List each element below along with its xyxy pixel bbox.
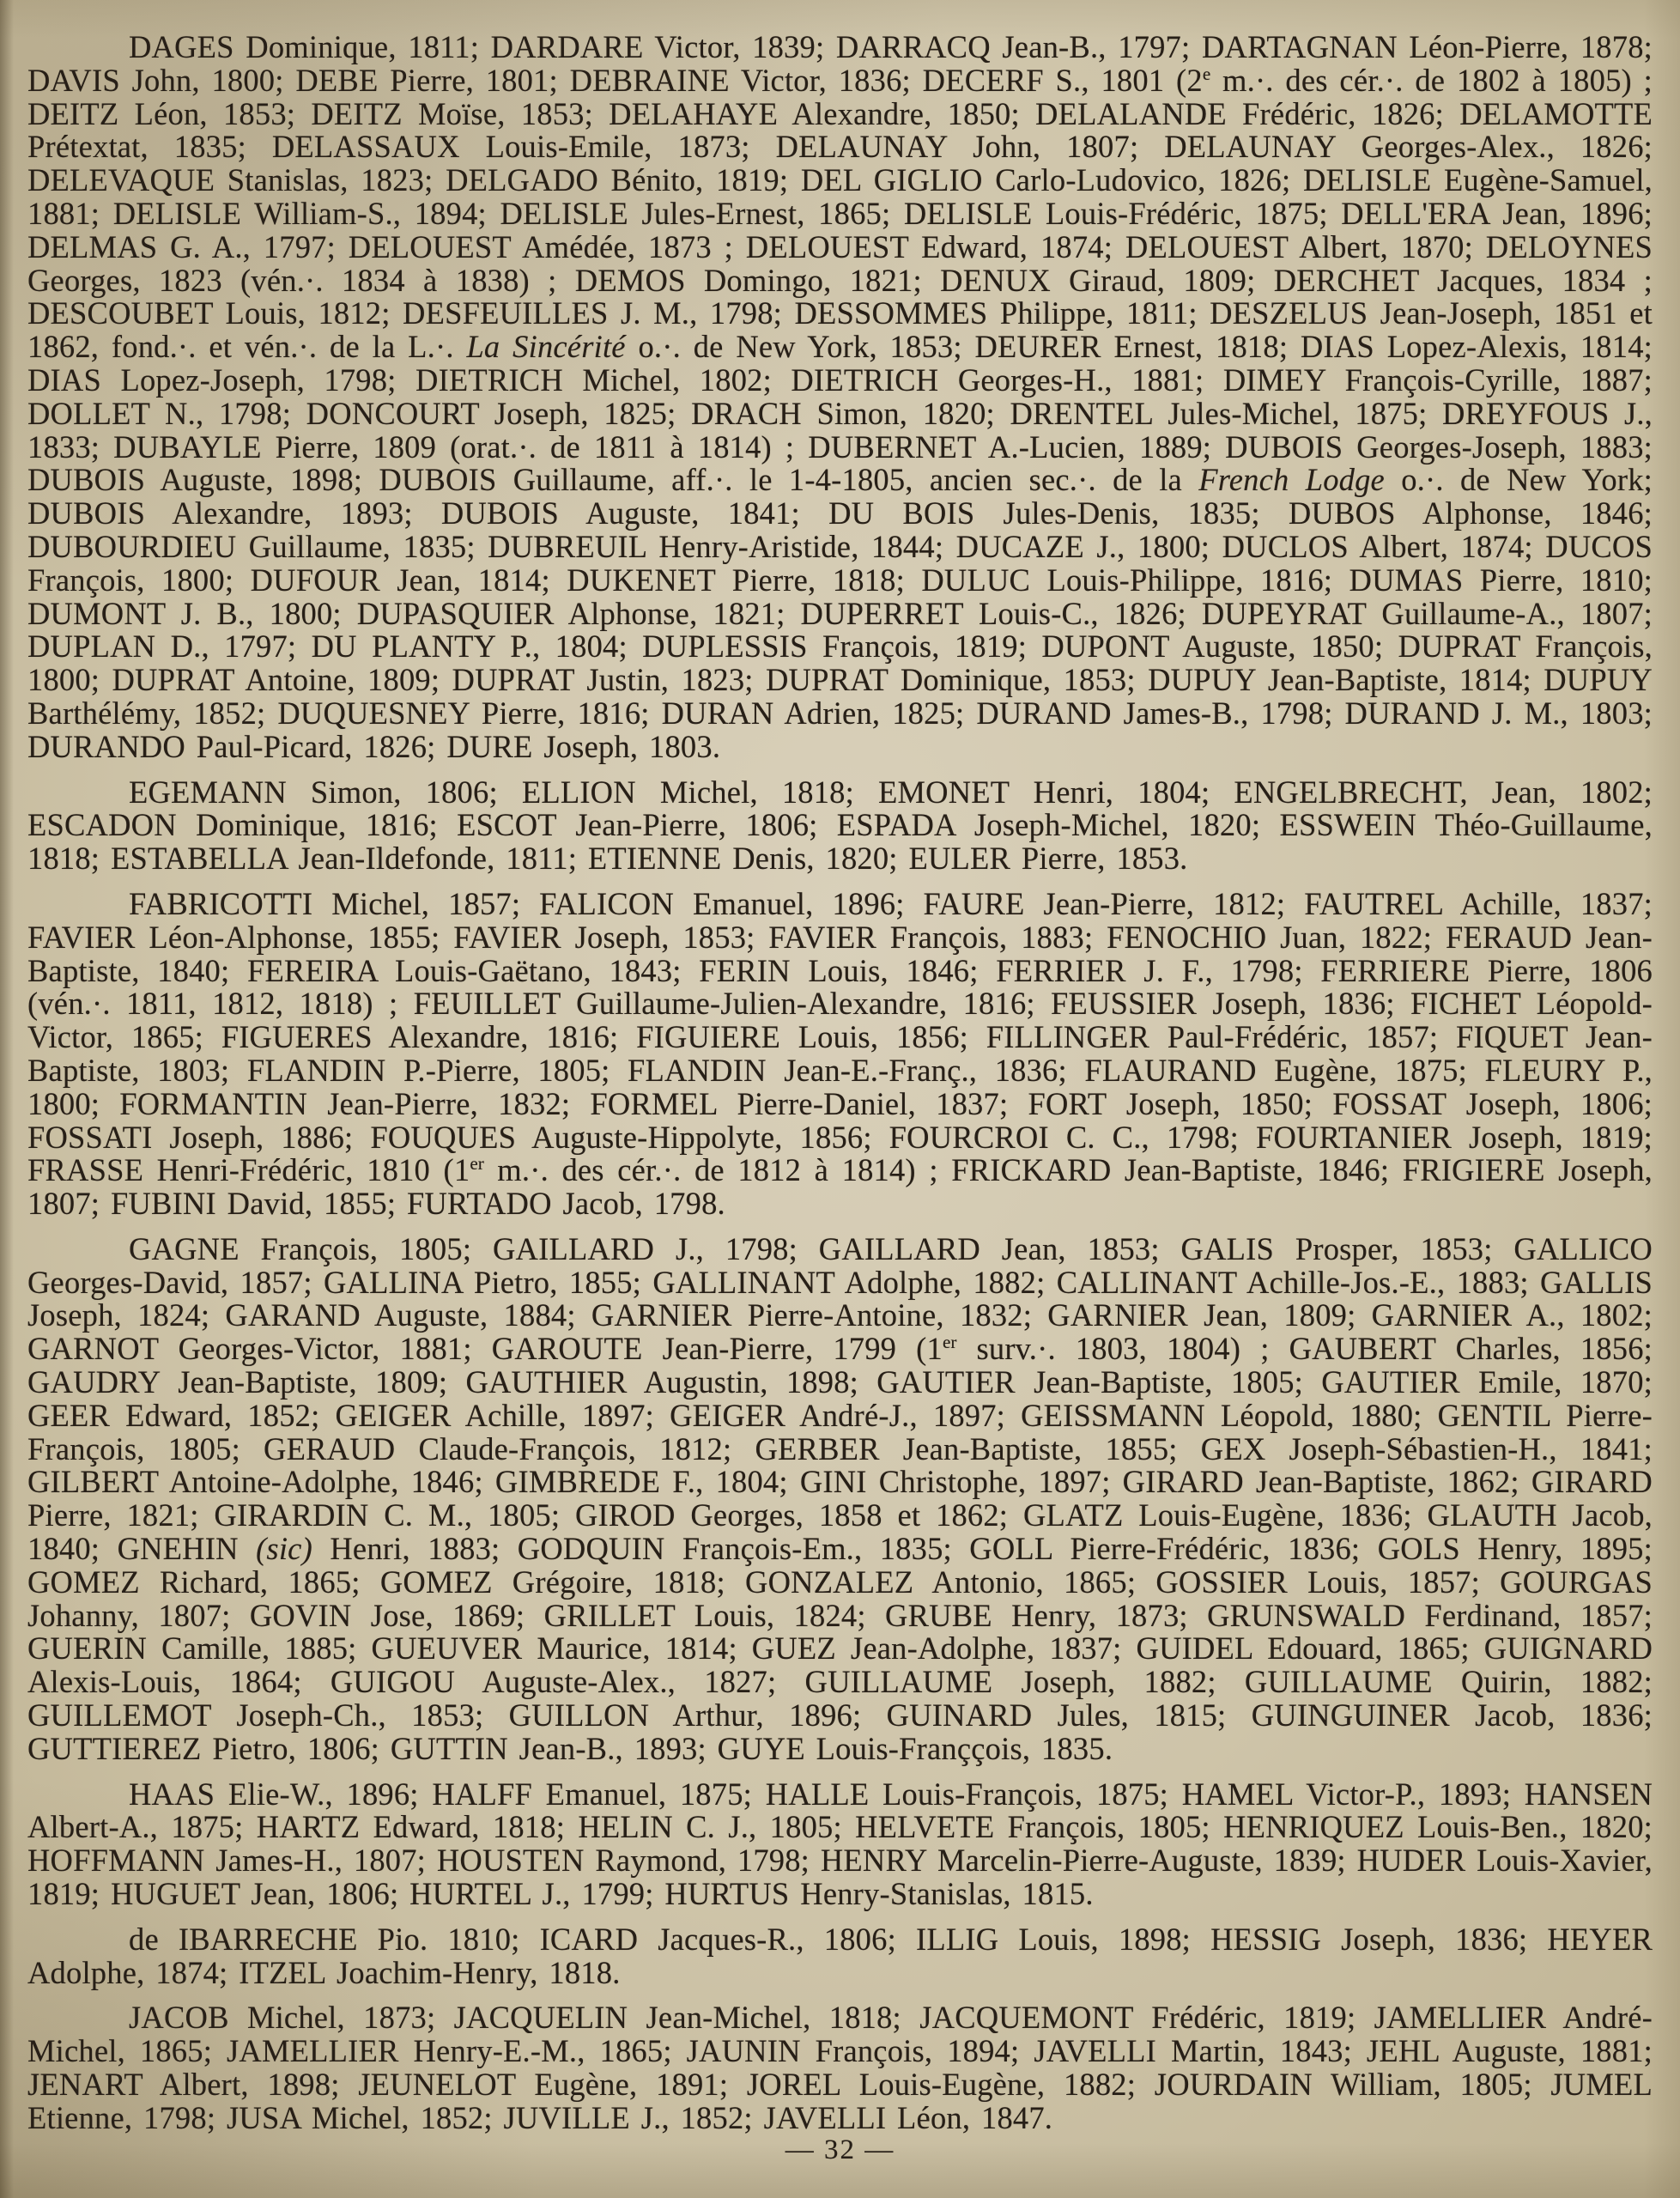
- paragraph-section-i: de IBARRECHE Pio. 1810; ICARD Jacques-R., 1806; ILLIG Louis, 1898; HESSIG Joseph, 1836; HEYER Adolphe, 1874; ITZEL Joachim-Henry, 1818.: [27, 1921, 1653, 1990]
- paragraph-section-f: FABRICOTTI Michel, 1857; FALICON Emanuel, 1896; FAURE Jean-Pierre, 1812; FAUTREL Achille, 1837; FAVIER Léon-Alphonse, 1855; FAVIER Joseph, 1853; FAVIER François, 1883; FENOCHIO Juan, 1822; FERAUD Jean-Baptiste, 1840; FEREIRA Louis-Gaëtano, 1843; FERIN Louis, 1846; FERRIER J. F., 1798; FERRIERE Pierre, 1806 (vén.·. 1811, 1812, 1818) ; FEUILLET Guillaume-Julien-Alexandre, 1816; FEUSSIER Joseph, 1836; FICHET Léopold-Victor, 1865; FIGUERES Alexandre, 1816; FIGUIERE Louis, 1856; FILLINGER Paul-Frédéric, 1857; FIQUET Jean-Baptiste, 1803; FLANDIN P.-Pierre, 1805; FLANDIN Jean-E.-Franç., 1836; FLAURAND Eugène, 1875; FLEURY P., 1800; FORMANTIN Jean-Pierre, 1832; FORMEL Pierre-Daniel, 1837; FORT Joseph, 1850; FOSSAT Joseph, 1806; FOSSATI Joseph, 1886; FOUQUES Auguste-Hippolyte, 1856; FOURCROI C. C., 1798; FOURTANIER Joseph, 1819; FRASSE Henri-Frédéric, 1810 (1er m.·. des cér.·. de 1812 à 1814) ; FRICKARD Jean-Baptiste, 1846; FRIGIERE Joseph, 1807; FUBINI David, 1855; FURTADO Jacob, 1798.: [27, 885, 1653, 1222]
- paragraph-section-h: HAAS Elie-W., 1896; HALFF Emanuel, 1875; HALLE Louis-François, 1875; HAMEL Victor-P., 1893; HANSEN Albert-A., 1875; HARTZ Edward, 1818; HELIN C. J., 1805; HELVETE François, 1805; HENRIQUEZ Louis-Ben., 1820; HOFFMANN James-H., 1807; HOUSTEN Raymond, 1798; HENRY Marcelin-Pierre-Auguste, 1839; HUDER Louis-Xavier, 1819; HUGUET Jean, 1806; HURTEL J., 1799; HURTUS Henry-Stanislas, 1815.: [27, 1776, 1653, 1912]
- paragraph-section-d: DAGES Dominique, 1811; DARDARE Victor, 1839; DARRACQ Jean-B., 1797; DARTAGNAN Léon-Pierre, 1878; DAVIS John, 1800; DEBE Pierre, 1801; DEBRAINE Victor, 1836; DECERF S., 1801 (2e m.·. des cér.·. de 1802 à 1805) ; DEITZ Léon, 1853; DEITZ Moïse, 1853; DELAHAYE Alexandre, 1850; DELALANDE Frédéric, 1826; DELAMOTTE Prétextat, 1835; DELASSAUX Louis-Emile, 1873; DELAUNAY John, 1807; DELAUNAY Georges-Alex., 1826; DELEVAQUE Stanislas, 1823; DELGADO Bénito, 1819; DEL GIGLIO Carlo-Ludovico, 1826; DELISLE Eugène-Samuel, 1881; DELISLE William-S., 1894; DELISLE Jules-Ernest, 1865; DELISLE Louis-Frédéric, 1875; DELL'ERA Jean, 1896; DELMAS G. A., 1797; DELOUEST Amédée, 1873 ; DELOUEST Edward, 1874; DELOUEST Albert, 1870; DELOYNES Georges, 1823 (vén.·. 1834 à 1838) ; DEMOS Domingo, 1821; DENUX Giraud, 1809; DERCHET Jacques, 1834 ; DESCOUBET Louis, 1812; DESFEUILLES J. M., 1798; DESSOMMES Philippe, 1811; DESZELUS Jean-Joseph, 1851 et 1862, fond.·. et vén.·. de la L.·. La Sincérité o.·. de New York, 1853; DEURER Ernest, 1818; DIAS Lopez-Alexis, 1814; DIAS Lopez-Joseph, 1798; DIETRICH Michel, 1802; DIETRICH Georges-H., 1881; DIMEY François-Cyrille, 1887; DOLLET N., 1798; DONCOURT Joseph, 1825; DRACH Simon, 1820; DRENTEL Jules-Michel, 1875; DREYFOUS J., 1833; DUBAYLE Pierre, 1809 (orat.·. de 1811 à 1814) ; DUBERNET A.-Lucien, 1889; DUBOIS Georges-Joseph, 1883; DUBOIS Auguste, 1898; DUBOIS Guillaume, aff.·. le 1-4-1805, ancien sec.·. de la French Lodge o.·. de New York; DUBOIS Alexandre, 1893; DUBOIS Auguste, 1841; DU BOIS Jules-Denis, 1835; DUBOS Alphonse, 1846; DUBOURDIEU Guillaume, 1835; DUBREUIL Henry-Aristide, 1844; DUCAZE J., 1800; DUCLOS Albert, 1874; DUCOS François, 1800; DUFOUR Jean, 1814; DUKENET Pierre, 1818; DULUC Louis-Philippe, 1816; DUMAS Pierre, 1810; DUMONT J. B., 1800; DUPASQUIER Alphonse, 1821; DUPERRET Louis-C., 1826; DUPEYRAT Guillaume-A., 1807; DUPLAN D., 1797; DU PLANTY P., 1804; DUPLESSIS François, 1819; DUPONT Auguste, 1850; DUPRAT François, 1800; DUPRAT Antoine, 1809; DUPRAT Justin, 1823; DUPRAT Dominique, 1853; DUPUY Jean-Baptiste, 1814; DUPUY Barthélémy, 1852; DUQUESNEY Pierre, 1816; DURAN Adrien, 1825; DURAND James-B., 1798; DURAND J. M., 1803; DURANDO Paul-Picard, 1826; DURE Joseph, 1803.: [27, 29, 1653, 764]
- body-text: [27, 31, 1653, 2147]
- paragraph-section-e: EGEMANN Simon, 1806; ELLION Michel, 1818; EMONET Henri, 1804; ENGELBRECHT, Jean, 1802; ESCADON Dominique, 1816; ESCOT Jean-Pierre, 1806; ESPADA Joseph-Michel, 1820; ESSWEIN Théo-Guillaume, 1818; ESTABELLA Jean-Ildefonde, 1811; ETIENNE Denis, 1820; EULER Pierre, 1853.: [27, 774, 1653, 877]
- paragraph-section-j: JACOB Michel, 1873; JACQUELIN Jean-Michel, 1818; JACQUEMONT Frédéric, 1819; JAMELLIER André-Michel, 1865; JAMELLIER Henry-E.-M., 1865; JAUNIN François, 1894; JAVELLI Martin, 1843; JEHL Auguste, 1881; JENART Albert, 1898; JEUNELOT Eugène, 1891; JOREL Louis-Eugène, 1882; JOURDAIN William, 1805; JUMEL Etienne, 1798; JUSA Michel, 1852; JUVILLE J., 1852; JAVELLI Léon, 1847.: [27, 2000, 1653, 2135]
- page-number: — 32 —: [785, 2134, 895, 2165]
- paragraph-section-g: GAGNE François, 1805; GAILLARD J., 1798; GAILLARD Jean, 1853; GALIS Prosper, 1853; GALLICO Georges-David, 1857; GALLINA Pietro, 1855; GALLINANT Adolphe, 1882; CALLINANT Achille-Jos.-E., 1883; GALLIS Joseph, 1824; GARAND Auguste, 1884; GARNIER Pierre-Antoine, 1832; GARNIER Jean, 1809; GARNIER A., 1802; GARNOT Georges-Victor, 1881; GAROUTE Jean-Pierre, 1799 (1er surv.·. 1803, 1804) ; GAUBERT Charles, 1856; GAUDRY Jean-Baptiste, 1809; GAUTHIER Augustin, 1898; GAUTIER Jean-Baptiste, 1805; GAUTIER Emile, 1870; GEER Edward, 1852; GEIGER Achille, 1897; GEIGER André-J., 1897; GEISSMANN Léopold, 1880; GENTIL Pierre-François, 1805; GERAUD Claude-François, 1812; GERBER Jean-Baptiste, 1855; GEX Joseph-Sébastien-H., 1841; GILBERT Antoine-Adolphe, 1846; GIMBREDE F., 1804; GINI Christophe, 1897; GIRARD Jean-Baptiste, 1862; GIRARD Pierre, 1821; GIRARDIN C. M., 1805; GIROD Georges, 1858 et 1862; GLATZ Louis-Eugène, 1836; GLAUTH Jacob, 1840; GNEHIN (sic) Henri, 1883; GODQUIN François-Em., 1835; GOLL Pierre-Frédéric, 1836; GOLS Henry, 1895; GOMEZ Richard, 1865; GOMEZ Grégoire, 1818; GONZALEZ Antonio, 1865; GOSSIER Louis, 1857; GOURGAS Johanny, 1807; GOVIN Jose, 1869; GRILLET Louis, 1824; GRUBE Henry, 1873; GRUNSWALD Ferdinand, 1857; GUERIN Camille, 1885; GUEUVER Maurice, 1814; GUEZ Jean-Adolphe, 1837; GUIDEL Edouard, 1865; GUIGNARD Alexis-Louis, 1864; GUIGOU Auguste-Alex., 1827; GUILLAUME Joseph, 1882; GUILLAUME Quirin, 1882; GUILLEMOT Joseph-Ch., 1853; GUILLON Arthur, 1896; GUINARD Jules, 1815; GUINGUINER Jacob, 1836; GUTTIEREZ Pietro, 1806; GUTTIN Jean-B., 1893; GUYE Louis-Franççois, 1835.: [27, 1230, 1653, 1766]
